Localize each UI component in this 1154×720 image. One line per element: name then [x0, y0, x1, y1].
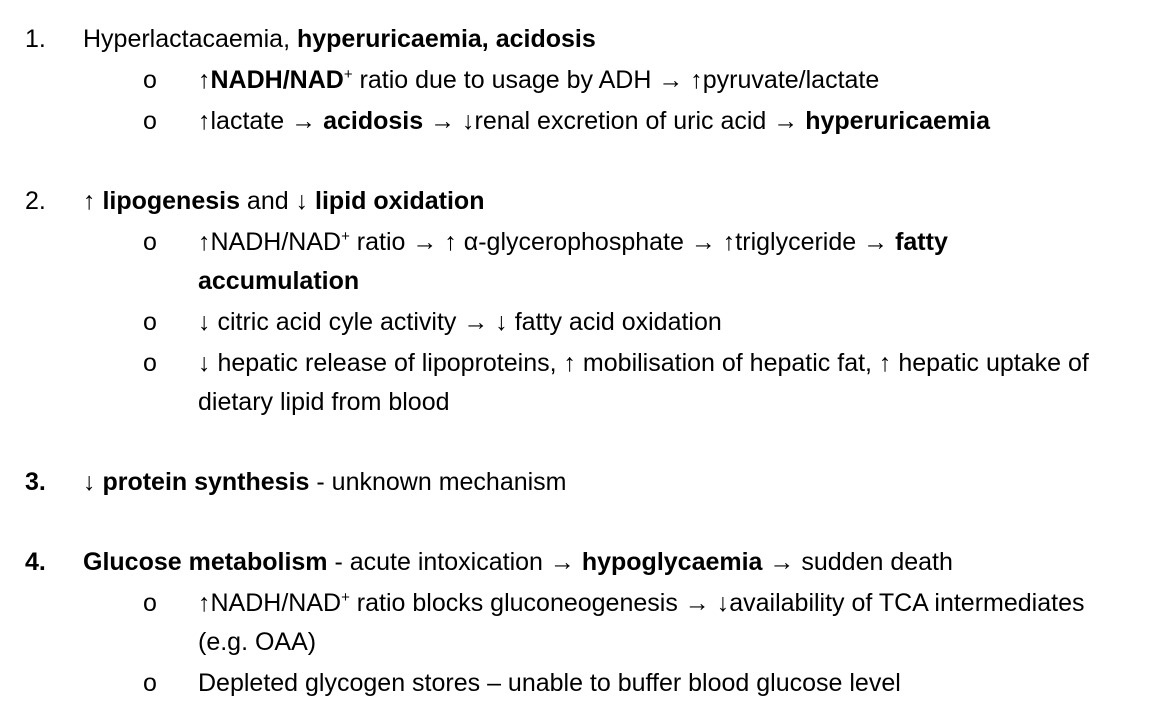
bullet-text: ↓ hepatic release of lipoproteins, ↑ mobilisation of hepatic fat, ↑ hepatic uptake of dietary lipid from blood: [198, 349, 1089, 416]
bold-text: acidosis: [323, 107, 424, 135]
sub-bullet: [143, 223, 1098, 301]
heading-bold-text: Glucose metabolism: [83, 548, 328, 576]
bullet-text: ↓ citric acid cyle activity → ↓ fatty acid oxidation: [198, 308, 722, 336]
item-heading: [83, 463, 1154, 502]
sub-bullet: [143, 61, 1098, 100]
sub-bullet: [143, 664, 1098, 703]
list-item-3: [0, 463, 1154, 502]
heading-text: - unknown mechanism: [309, 468, 567, 496]
bullet-marker: o: [143, 107, 157, 135]
item-heading: [83, 20, 1154, 59]
bullet-marker: o: [143, 228, 157, 256]
item-number: 1.: [25, 25, 46, 53]
bullet-marker: o: [143, 349, 157, 377]
heading-bold-text: hyperuricaemia, acidosis: [296, 25, 596, 53]
item-heading: [83, 182, 1154, 221]
document-body: [0, 20, 1154, 703]
bullet-marker: o: [143, 308, 157, 336]
bullet-marker: o: [143, 589, 157, 617]
item-heading: [83, 543, 1154, 582]
bullet-text: ratio blocks gluconeogenesis → ↓availability of TCA intermediates (e.g. OAA): [198, 589, 1085, 656]
list-item-4: [0, 543, 1154, 703]
heading-text: - acute intoxication →: [327, 548, 582, 576]
bullet-marker: o: [143, 66, 157, 94]
heading-bold-text: ↓ lipid oxidation: [295, 187, 485, 215]
item-number: 2.: [25, 187, 46, 215]
sub-bullet: [143, 303, 1098, 342]
bullet-text: ratio due to usage by ADH → ↑pyruvate/lactate: [352, 66, 880, 94]
heading-text: and: [239, 187, 296, 215]
heading-bold-text: ↓ protein synthesis: [83, 468, 310, 496]
bullet-text: ↑NADH/NAD: [198, 228, 342, 256]
superscript: +: [341, 589, 350, 606]
item-number: 4.: [25, 548, 46, 576]
bold-text: NADH/NAD: [210, 66, 344, 94]
sub-bullet: [143, 102, 1098, 141]
arrow-up-glyph: ↑: [198, 66, 211, 94]
bold-text: hyperuricaemia: [805, 107, 991, 135]
heading-text: → sudden death: [762, 548, 953, 576]
bullet-text: Depleted glycogen stores – unable to buffer blood glucose level: [198, 669, 901, 697]
bullet-text: → ↓renal excretion of uric acid →: [423, 107, 806, 135]
list-item-1: [0, 20, 1154, 141]
sub-bullet: [143, 344, 1098, 422]
bullet-text: ratio → ↑ α-glycerophosphate → ↑triglyceride →: [349, 228, 896, 256]
sub-bullet: [143, 584, 1098, 662]
bullet-marker: o: [143, 669, 157, 697]
list-item-2: [0, 182, 1154, 422]
heading-bold-text: hypoglycaemia: [581, 548, 763, 576]
bullet-text: ↑NADH/NAD: [198, 589, 342, 617]
bold-text: fatty accumulation: [198, 228, 948, 295]
superscript: +: [341, 228, 350, 245]
bullet-text: ↑lactate →: [198, 107, 324, 135]
superscript: +: [343, 66, 353, 83]
heading-text: Hyperlactacaemia,: [83, 25, 297, 53]
heading-bold-text: ↑ lipogenesis: [83, 187, 240, 215]
item-number: 3.: [25, 468, 46, 496]
